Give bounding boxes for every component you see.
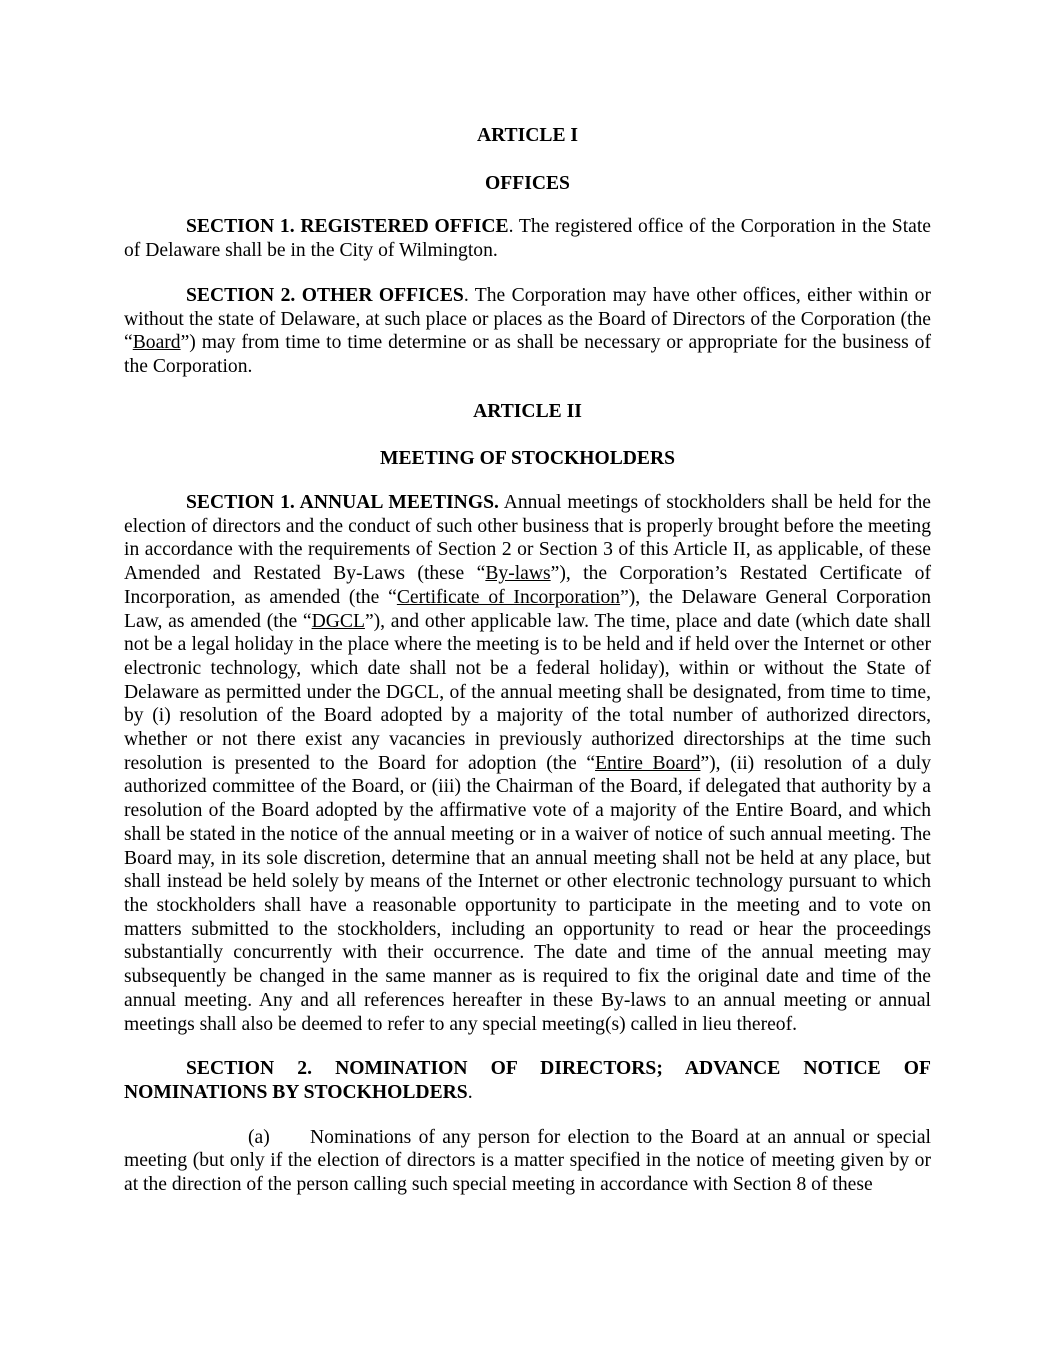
section-text: ”), the Corporation’s Restated Certificate of Incorporation, as amended (the “ — [124, 563, 931, 608]
article-2-subtitle: MEETING OF STOCKHOLDERS — [379, 448, 676, 470]
article-2-section-2-para-a — [124, 1126, 931, 1197]
article-1-subtitle: OFFICES — [485, 172, 570, 194]
section-end: . — [467, 1081, 473, 1103]
defined-term-dgcl: DGCL — [311, 610, 365, 632]
section-text: Annual meetings of stockholders shall be held for the election of directors and the conduct of such other business that is properly brought before the meeting in accordance with the requirements of Section 2 or Section 3 of this Article II, as applicable, of these Amended and Restated By-Laws (these “ — [124, 492, 931, 585]
section-text: . The registered office of the Corporation in the State of Delaware shall be in the City of Wilmington. — [124, 216, 931, 262]
section-label: SECTION 2. NOMINATION OF DIRECTORS; ADVANCE NOTICE OF NOMINATIONS BY STOCKHOLDERS — [124, 1058, 931, 1103]
section-label: SECTION 2. OTHER OFFICES — [186, 284, 464, 306]
article-1-title: ARTICLE I — [476, 125, 579, 146]
defined-term-certificate: Certificate of Incorporation — [396, 586, 621, 608]
article-1-section-2 — [124, 284, 931, 379]
defined-term-entire-board: Entire Board — [595, 752, 701, 774]
section-text: ”), (ii) resolution of a duly authorized committee of the Board, or (iii) the Chairman of the Board, if delegated that authority by a resolution of the Board adopted by the affirmative vote of a majority of the Entire Board, and which shall be stated in the notice of the annual meeting or in a waiver of notice of such annual meeting. The Board may, in its sole discretion, determine that an annual meeting shall not be held at any place, but shall instead be held solely by means of the Internet or other electronic technology pursuant to which the stockholders shall have a reasonable opportunity to participate in the meeting and to vote on matters submitted to the stockholders, including an opportunity to read or hear the proceedings substantially concurrently with their occurrence. The date and time of the annual meeting may subsequently be changed in the same manner as is required to fix the original date and time of the annual meeting. Any and all references hereafter in these By-laws to an annual meeting or annual meetings shall also be deemed to refer to any special meeting(s) called in lieu thereof. — [124, 752, 931, 1035]
section-text: ”), the Delaware General Corporation Law, as amended (the “ — [124, 586, 931, 632]
defined-term-board: Board — [132, 332, 181, 354]
paragraph-marker: (a) — [248, 1126, 270, 1148]
document-page — [124, 124, 931, 1197]
article-2-section-2 — [124, 1057, 931, 1104]
article-1-section-1 — [124, 215, 931, 262]
section-label: SECTION 1. ANNUAL MEETINGS. — [186, 492, 499, 514]
section-text: ”), and other applicable law. The time, place and date (which date shall not be a legal holiday in the place where the meeting is to be held and if held over the Internet or other electronic technology, which date shall not be a federal holiday), within or without the State of Delaware as permitted under the DGCL, of the annual meeting shall be designated, from time to time, by (i) resolution of the Board adopted by a majority of the total number of authorized directors, whether or not there exist any vacancies in previously authorized directorships at the time such resolution is presented to the Board for adoption (the “ — [124, 610, 931, 774]
article-2-title: ARTICLE II — [473, 400, 582, 422]
section-text: ”) may from time to time determine or as shall be necessary or appropriate for the business of the Corporation. — [124, 332, 931, 377]
paragraph-text: Nominations of any person for election to the Board at an annual or special meeting (but only if the election of directors is a matter specified in the notice of meeting given by or at the direction of the person calling such special meeting in accordance with Section 8 of these — [124, 1126, 931, 1196]
defined-term-by-laws: By-laws — [485, 563, 551, 585]
section-text: . The Corporation may have other offices, either within or without the state of Delaware, at such place or places as the Board of Directors of the Corporation (the “ — [124, 284, 931, 354]
article-2-section-1 — [124, 491, 931, 1036]
section-label: SECTION 1. REGISTERED OFFICE — [186, 216, 509, 238]
